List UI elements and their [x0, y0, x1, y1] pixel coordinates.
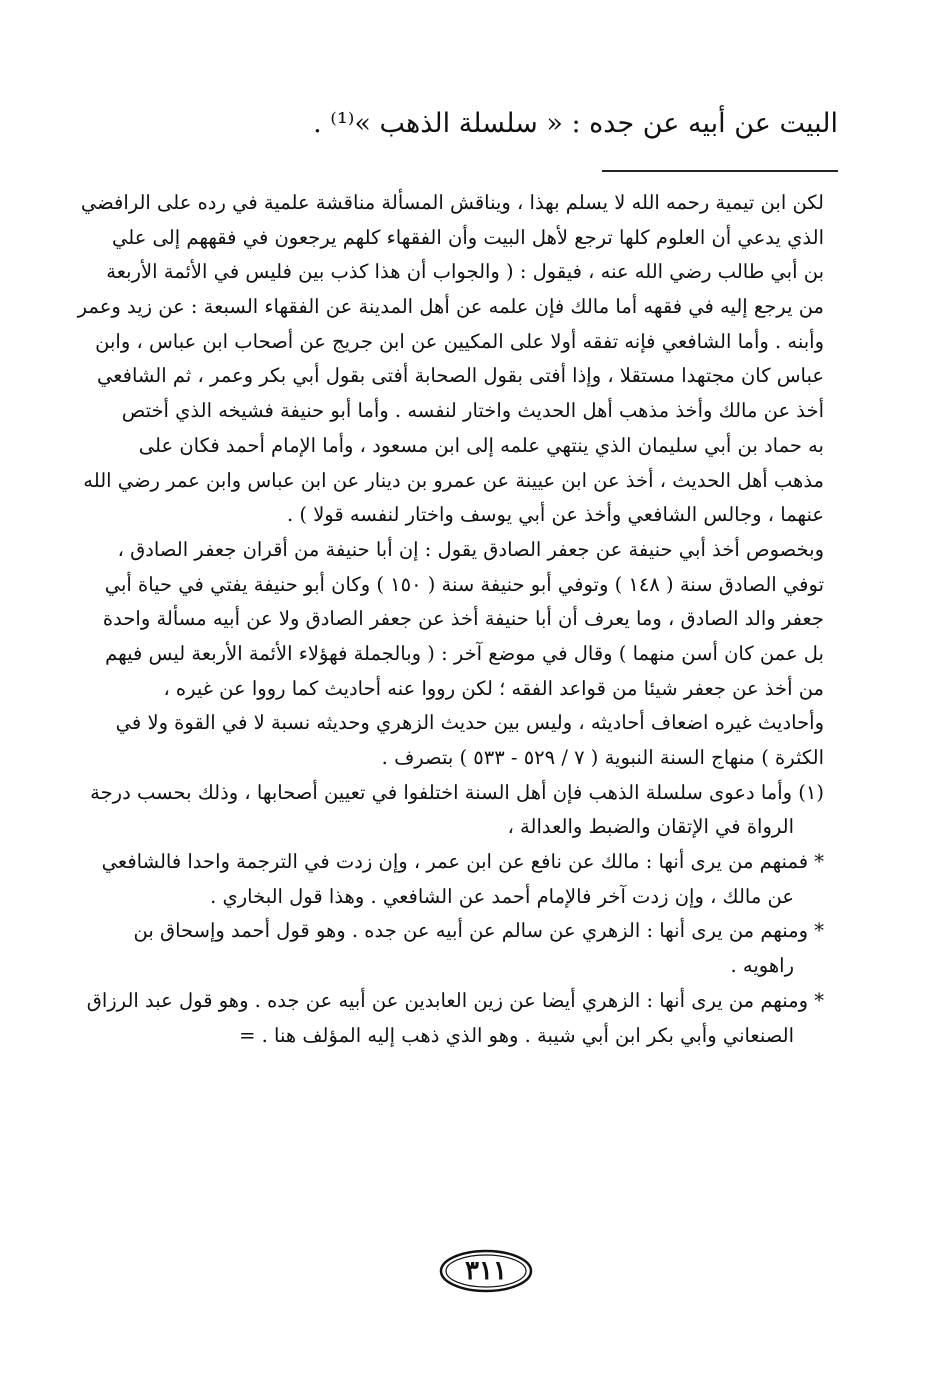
footnote-line: توفي الصادق سنة ( ١٤٨ ) وتوفي أبو حنيفة سنة ( ١٥٠ ) وكان أبو حنيفة يفتي في حياة أبي: [104, 572, 824, 596]
footnote-line: عن مالك ، وإن زدت آخر فالإمام أحمد عن الشافعي . وهذا قول البخاري .: [210, 884, 794, 908]
footnote-line: الرواة في الإتقان والضبط والعدالة ،: [507, 815, 794, 839]
footnote-line: عباس كان مجتهدا مستقلا ، وإذا أفتى بقول الصحابة أفتى بقول أبي بكر وعمر ، ثم الشافعي: [96, 364, 824, 388]
main-text-line: البيت عن أبيه عن جده : « سلسلة الذهب »⁽¹⁾ .: [313, 108, 838, 139]
footnote-line: الصنعاني وأبي بكر ابن أبي شيبة . وهو الذي ذهب إليه المؤلف هنا . =: [239, 1023, 794, 1047]
footnotes-block: [77, 186, 824, 1053]
footnote-line: بل عمن كان أسن منهما ) وقال في موضع آخر : ( وبالجملة فهؤلاء الأئمة الأربعة ليس فيهم: [105, 641, 824, 665]
footnote-line: الذي يدعي أن العلوم كلها ترجع لأهل البيت وأن الفقهاء كلهم يرجعون في فقههم إلى علي: [112, 225, 824, 249]
footnote-line: وأحاديث غيره اضعاف أحاديثه ، وليس بين حديث الزهري وحديثه نسبة لا في القوة ولا في: [115, 711, 824, 735]
footnote-line: وبخصوص أخذ أبي حنيفة عن جعفر الصادق يقول : إن أبا حنيفة من أقران جعفر الصادق ،: [117, 537, 824, 561]
page-number-badge: [438, 1248, 534, 1294]
footnote-line: جعفر والد الصادق ، وما يعرف أن أبا حنيفة أخذ عن جعفر الصادق ولا عن أبيه مسألة واحدة: [102, 607, 824, 631]
footnote-line: من يرجع إليه في فقهه أما مالك فإن علمه عن أهل المدينة عن الفقهاء السبعة : عن زيد وعمر: [77, 295, 824, 319]
footnote-line: أخذ عن مالك وأخذ مذهب أهل الحديث واختار لنفسه . وأما أبو حنيفة فشيخه الذي أختص: [121, 399, 824, 423]
footnote-line: بن أبي طالب رضي الله عنه ، فيقول : ( والجواب أن هذا كذب بين فليس في الأئمة الأربعة: [106, 260, 824, 284]
footnote-line: الكثرة ) منهاج السنة النبوية ( ٧ / ٥٢٩ - ٥٣٣ ) بتصرف .: [381, 746, 824, 769]
footnote-separator-rule: [602, 170, 838, 172]
footnote-line-numbered: (١) وأما دعوى سلسلة الذهب فإن أهل السنة اختلفوا في تعيين أصحابها ، وذلك بحسب درجة: [90, 780, 824, 804]
footnote-line: راهويه .: [730, 954, 794, 978]
footnote-line: عنهما ، وجالس الشافعي وأخذ عن أبي يوسف واختار لنفسه قولا ) .: [286, 503, 824, 527]
footnote-line: لكن ابن تيمية رحمه الله لا يسلم بهذا ، ويناقش المسألة مناقشة علمية في رده على الرافضي: [80, 191, 824, 214]
main-text-block: [78, 104, 838, 144]
footnote-line: وأبنه . وأما الشافعي فإنه تفقه أولا على المكيين عن ابن جريج عن أصحاب ابن عباس ، وابن: [95, 329, 824, 353]
footnote-line: به حماد بن أبي سليمان الذي ينتهي علمه إلى ابن مسعود ، وأما الإمام أحمد فكان على: [138, 433, 824, 457]
footnote-bullet-line: * ومنهم من يرى أنها : الزهري أيضا عن زين العابدين عن أبيه عن جده . وهو قول عبد الرزاق: [86, 988, 824, 1012]
footnote-bullet-line: * ومنهم من يرى أنها : الزهري عن سالم عن أبيه عن جده . وهو قول أحمد وإسحاق بن: [133, 919, 824, 943]
page-number: ٣١١: [465, 1256, 507, 1286]
footnote-line: من أخذ عن جعفر شيئا من قواعد الفقه ؛ لكن رووا عنه أحاديث كما رووا عن غيره ،: [163, 676, 824, 700]
footnote-bullet-line: * فمنهم من يرى أنها : مالك عن نافع عن ابن عمر ، وإن زدت في الترجمة واحدا فالشافعي: [101, 850, 824, 874]
footnote-line: مذهب أهل الحديث ، أخذ عن ابن عيينة عن عمرو بن دينار عن ابن عباس وابن عمر رضي الله: [83, 468, 824, 492]
